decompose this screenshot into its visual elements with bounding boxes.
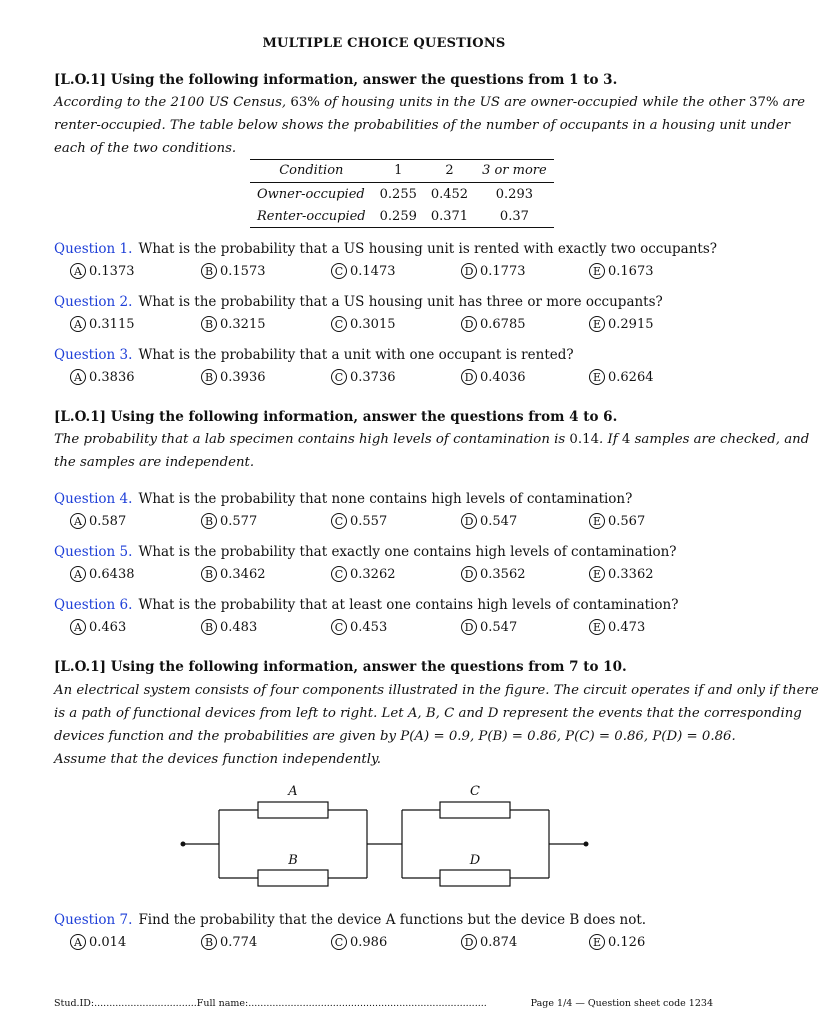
option-value: 0.6785 (480, 316, 526, 332)
table-cell: 0.255 (379, 187, 417, 202)
answer-option[interactable] (461, 934, 517, 950)
option-value: 0.874 (480, 934, 518, 950)
label-b: B (288, 853, 298, 868)
option-value: 0.1373 (89, 263, 135, 279)
option-letter-circle[interactable]: D (461, 934, 477, 950)
answer-option[interactable] (589, 934, 645, 950)
answer-option[interactable] (201, 934, 257, 950)
answer-option[interactable] (589, 316, 654, 332)
question-label: Question 1. (54, 241, 133, 257)
answer-option[interactable] (201, 619, 257, 635)
option-letter-circle[interactable]: A (70, 316, 86, 332)
answer-option[interactable] (331, 934, 387, 950)
option-letter-circle[interactable]: E (589, 566, 605, 582)
answer-option[interactable] (331, 369, 396, 385)
section-heading-2: [L.O.1] Using the following information, answer the questions from 4 to 6. (54, 409, 618, 425)
context-line: devices function and the probabilities are given by P(A) = 0.9, P(B) = 0.86, P(C) = 0.86, P(D) = 0.86. (54, 729, 736, 744)
table-row (250, 205, 554, 228)
section-heading-3: [L.O.1] Using the following information, answer the questions from 7 to 10. (54, 659, 627, 675)
answer-option[interactable] (461, 513, 517, 529)
option-letter-circle[interactable]: E (589, 934, 605, 950)
option-value: 0.774 (220, 934, 258, 950)
answer-options (70, 619, 710, 639)
answer-option[interactable] (331, 619, 387, 635)
answer-option[interactable] (331, 566, 396, 582)
option-letter-circle[interactable]: B (201, 316, 217, 332)
answer-option[interactable] (461, 263, 526, 279)
context-line: The probability that a lab specimen contains high levels of contamination is 0.14. If 4 samples are checked, and (54, 432, 810, 447)
answer-option[interactable] (331, 513, 387, 529)
answer-option[interactable] (461, 369, 526, 385)
option-letter-circle[interactable]: B (201, 369, 217, 385)
answer-option[interactable] (70, 619, 126, 635)
page-title: MULTIPLE CHOICE QUESTIONS (262, 36, 506, 51)
answer-option[interactable] (461, 566, 526, 582)
question-prompt: What is the probability that a unit with one occupant is rented? (138, 347, 574, 363)
answer-option[interactable] (70, 513, 126, 529)
answer-option[interactable] (201, 316, 266, 332)
option-value: 0.3015 (350, 316, 396, 332)
answer-option[interactable] (201, 263, 266, 279)
circuit-diagram (170, 780, 600, 900)
answer-option[interactable] (461, 619, 517, 635)
question-4-text (54, 491, 632, 507)
option-value: 0.3936 (220, 369, 266, 385)
option-letter-circle[interactable]: E (589, 513, 605, 529)
answer-option[interactable] (589, 513, 645, 529)
answer-option[interactable] (331, 263, 396, 279)
option-value: 0.3562 (480, 566, 526, 582)
table-header-cell: 2 (424, 160, 475, 183)
table-header-cell: 1 (373, 160, 424, 183)
answer-option[interactable] (70, 263, 135, 279)
option-value: 0.014 (89, 934, 127, 950)
question-label: Question 6. (54, 597, 133, 613)
option-letter-circle[interactable]: A (70, 263, 86, 279)
table-cell: 0.452 (430, 187, 469, 202)
question-label: Question 3. (54, 347, 133, 363)
answer-options (70, 934, 710, 954)
option-value: 0.1673 (608, 263, 654, 279)
output-terminal (584, 842, 589, 847)
table-cell: 0.37 (475, 205, 554, 228)
answer-option[interactable] (589, 369, 654, 385)
answer-option[interactable] (589, 619, 645, 635)
table-header-row (250, 160, 554, 183)
question-prompt: Find the probability that the device A functions but the device B does not. (138, 912, 647, 928)
option-value: 0.547 (480, 513, 518, 529)
option-value: 0.3262 (350, 566, 396, 582)
option-value: 0.3462 (220, 566, 266, 582)
option-value: 0.453 (350, 619, 388, 635)
option-value: 0.2915 (608, 316, 654, 332)
section-context-1 (54, 91, 805, 160)
label-d: D (469, 853, 481, 868)
option-value: 0.473 (608, 619, 646, 635)
option-letter-circle[interactable]: C (331, 619, 347, 635)
option-letter-circle[interactable]: A (70, 369, 86, 385)
option-letter-circle[interactable]: D (461, 566, 477, 582)
table-cell: 0.259 (373, 205, 424, 228)
option-value: 0.577 (220, 513, 258, 529)
answer-options (70, 566, 710, 586)
question-prompt: What is the probability that exactly one contains high levels of contamination? (138, 544, 677, 560)
option-letter-circle[interactable]: A (70, 934, 86, 950)
question-label: Question 5. (54, 544, 133, 560)
answer-option[interactable] (70, 316, 135, 332)
answer-option[interactable] (461, 316, 526, 332)
option-letter-circle[interactable]: B (201, 566, 217, 582)
option-value: 0.483 (220, 619, 258, 635)
option-letter-circle[interactable]: C (331, 513, 347, 529)
option-value: 0.6438 (89, 566, 135, 582)
question-label: Question 2. (54, 294, 133, 310)
question-6-text (54, 597, 678, 613)
question-5-text (54, 544, 677, 560)
input-terminal (181, 842, 186, 847)
question-2-text (54, 294, 663, 310)
context-line: is a path of functional devices from left to right. Let A, B, C and D represent the events that the corresponding (54, 706, 802, 721)
answer-options (70, 316, 710, 336)
answer-option[interactable] (70, 934, 126, 950)
question-label: Question 4. (54, 491, 133, 507)
option-value: 0.557 (350, 513, 388, 529)
option-value: 0.4036 (480, 369, 526, 385)
answer-options (70, 513, 710, 533)
answer-option[interactable] (201, 513, 257, 529)
answer-options (70, 263, 710, 283)
option-letter-circle[interactable]: D (461, 263, 477, 279)
occupancy-table (250, 159, 554, 228)
option-value: 0.3115 (89, 316, 135, 332)
option-letter-circle[interactable]: B (201, 619, 217, 635)
answer-option[interactable] (70, 369, 135, 385)
section-context-3 (54, 679, 819, 771)
context-line: An electrical system consists of four components illustrated in the figure. The circuit operates if and only if there (54, 683, 819, 698)
option-letter-circle[interactable]: A (70, 566, 86, 582)
section-context-2 (54, 428, 810, 474)
section-heading-1: [L.O.1] Using the following information, answer the questions from 1 to 3. (54, 72, 618, 88)
context-line: Assume that the devices function independently. (54, 752, 381, 767)
option-letter-circle[interactable]: B (201, 263, 217, 279)
option-letter-circle[interactable]: C (331, 263, 347, 279)
option-letter-circle[interactable]: D (461, 316, 477, 332)
option-letter-circle[interactable]: C (331, 369, 347, 385)
option-letter-circle[interactable]: E (589, 263, 605, 279)
component-a (258, 802, 328, 818)
table-row (250, 183, 554, 206)
option-value: 0.986 (350, 934, 388, 950)
option-value: 0.1773 (480, 263, 526, 279)
question-3-text (54, 347, 574, 363)
table-cell: Owner-occupied (257, 187, 365, 202)
context-line: According to the 2100 US Census, 63% of housing units in the US are owner-occupied while the other 37% are (54, 95, 805, 110)
question-prompt: What is the probability that a US housing unit has three or more occupants? (138, 294, 663, 310)
question-1-text (54, 241, 717, 257)
question-label: Question 7. (54, 912, 133, 928)
option-value: 0.1473 (350, 263, 396, 279)
option-letter-circle[interactable]: D (461, 619, 477, 635)
component-b (258, 870, 328, 886)
question-prompt: What is the probability that at least one contains high levels of contamination? (138, 597, 679, 613)
table-header-cell: Condition (250, 160, 373, 183)
question-prompt: What is the probability that a US housing unit is rented with exactly two occupants? (138, 241, 718, 257)
option-letter-circle[interactable]: B (201, 513, 217, 529)
option-value: 0.587 (89, 513, 127, 529)
answer-option[interactable] (201, 566, 266, 582)
label-a: A (288, 784, 298, 799)
answer-option[interactable] (70, 566, 135, 582)
option-value: 0.3836 (89, 369, 135, 385)
option-value: 0.547 (480, 619, 518, 635)
answer-option[interactable] (201, 369, 266, 385)
option-letter-circle[interactable]: D (461, 513, 477, 529)
answer-option[interactable] (589, 263, 654, 279)
question-7-text (54, 912, 646, 928)
page-info: Page 1/4 — Question sheet code 1234 (530, 998, 713, 1009)
table-header-cell: 3 or more (475, 160, 554, 183)
option-value: 0.126 (608, 934, 646, 950)
option-letter-circle[interactable]: E (589, 619, 605, 635)
label-c: C (470, 784, 480, 799)
option-letter-circle[interactable]: C (331, 566, 347, 582)
component-d (440, 870, 510, 886)
answer-options (70, 369, 710, 389)
option-value: 0.567 (608, 513, 646, 529)
option-letter-circle[interactable]: C (331, 934, 347, 950)
context-line: the samples are independent. (54, 455, 255, 470)
option-letter-circle[interactable]: D (461, 369, 477, 385)
option-value: 0.1573 (220, 263, 266, 279)
option-value: 0.3215 (220, 316, 266, 332)
option-value: 0.463 (89, 619, 127, 635)
context-line: renter-occupied. The table below shows the probabilities of the number of occupants in a housing unit under (54, 118, 791, 133)
table-cell: 0.293 (495, 187, 533, 202)
component-c (440, 802, 510, 818)
table-cell: 0.371 (424, 205, 475, 228)
option-letter-circle[interactable]: B (201, 934, 217, 950)
option-value: 0.3736 (350, 369, 396, 385)
student-id-field: Stud.ID:..................................Full name:............................................................................... (54, 998, 487, 1009)
option-letter-circle[interactable]: E (589, 369, 605, 385)
context-line: each of the two conditions. (54, 141, 237, 156)
answer-option[interactable] (589, 566, 654, 582)
option-letter-circle[interactable]: A (70, 513, 86, 529)
option-value: 0.3362 (608, 566, 654, 582)
table-cell: Renter-occupied (250, 205, 373, 228)
answer-option[interactable] (331, 316, 396, 332)
question-prompt: What is the probability that none contains high levels of contamination? (138, 491, 633, 507)
option-letter-circle[interactable]: C (331, 316, 347, 332)
option-letter-circle[interactable]: A (70, 619, 86, 635)
option-value: 0.6264 (608, 369, 654, 385)
option-letter-circle[interactable]: E (589, 316, 605, 332)
